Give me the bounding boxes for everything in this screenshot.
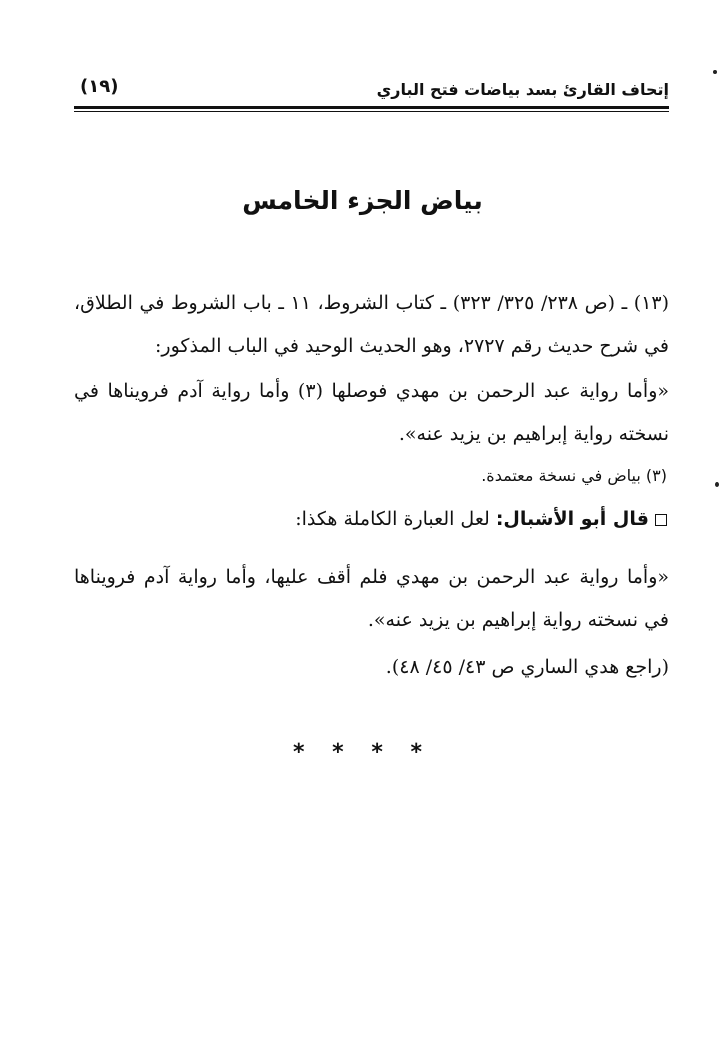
- commentator-label: قال أبو الأشبال:: [495, 508, 649, 530]
- paragraph-quote: «وأما رواية عبد الرحمن بن مهدي فوصلها (٣) وأما رواية آدم فرويناها في نسخته رواية إبراهيم بن يزيد عنه».: [74, 380, 670, 445]
- running-header-title: إتحاف القارئ بسد بياضات فتح الباري: [376, 80, 669, 99]
- scan-mark: [713, 70, 717, 74]
- footnote: (٣) بياض في نسخة معتمدة.: [481, 466, 667, 485]
- commentary-line: [295, 508, 667, 530]
- square-bullet-icon: [655, 514, 667, 526]
- paragraph-reconstructed-quote: «وأما رواية عبد الرحمن بن مهدي فلم أقف عليها، وأما رواية آدم فرويناها في نسخته رواية إبراهيم بن يزيد عنه».: [74, 566, 669, 631]
- header-rule: [74, 106, 669, 109]
- paragraph-reference: (١٣) ـ (ص ٢٣٨/ ٣٢٥/ ٣٢٣) ـ كتاب الشروط، ١١ ـ باب الشروط في الطلاق، في شرح حديث رقم ٢٧٢٧، وهو الحديث الوحيد في الباب المذكور:: [74, 292, 669, 357]
- section-separator: * * * *: [293, 740, 432, 765]
- header-rule-thin: [74, 111, 669, 112]
- section-title: بياض الجزء الخامس: [242, 186, 483, 215]
- scan-mark: [715, 482, 719, 487]
- commentary-text: لعل العبارة الكاملة هكذا:: [295, 508, 490, 530]
- page-number: (١٩): [80, 76, 119, 97]
- paragraph-reference-note: (راجع هدي الساري ص ٤٣/ ٤٥/ ٤٨).: [385, 656, 669, 678]
